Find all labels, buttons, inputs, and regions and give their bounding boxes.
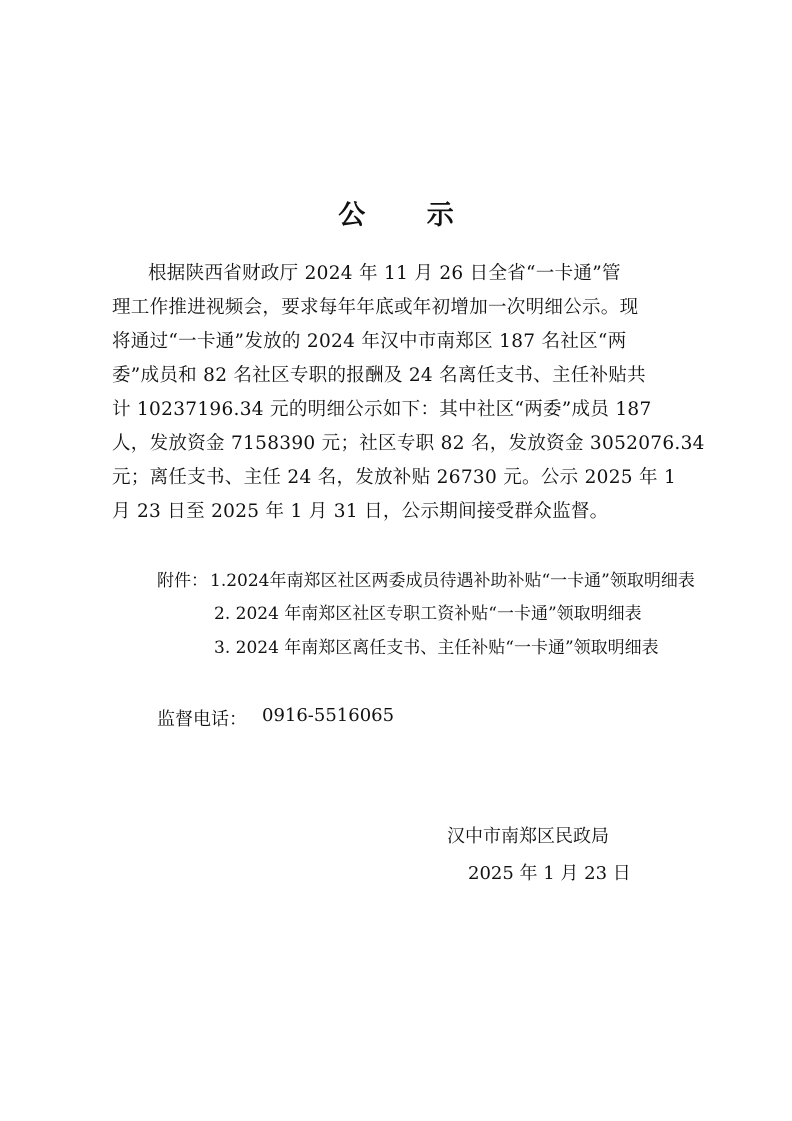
- attachment-item-3: 3. 2024 年南郑区离任支书、主任补贴“一卡通”领取明细表: [214, 638, 659, 658]
- supervision-phone: 0916-5516065: [262, 705, 395, 726]
- signature-date: 2025 年 1 月 23 日: [468, 863, 631, 884]
- body-line-2: 理工作推进视频会，要求每年年底或年初增加一次明细公示。现: [112, 297, 639, 318]
- attachments-label: 附件：: [157, 571, 208, 591]
- body-line-8: 月 23 日至 2025 年 1 月 31 日，公示期间接受群众监督。: [112, 501, 609, 522]
- body-line-1: 根据陕西省财政厅 2024 年 11 月 26 日全省“一卡通”管: [148, 263, 621, 284]
- body-line-5: 计 10237196.34 元的明细公示如下：其中社区“两委”成员 187: [112, 399, 652, 420]
- body-line-6: 人，发放资金 7158390 元；社区专职 82 名，发放资金 3052076.34: [112, 433, 705, 454]
- attachment-item-1: 1.2024年南郑区社区两委成员待遇补助补贴“一卡通”领取明细表: [210, 571, 695, 591]
- page-title: 公 示: [338, 200, 480, 231]
- attachment-item-2: 2. 2024 年南郑区社区专职工资补贴“一卡通”领取明细表: [214, 604, 642, 624]
- supervision-label: 监督电话：: [157, 709, 247, 730]
- signature-org: 汉中市南郑区民政局: [447, 826, 609, 847]
- body-line-3: 将通过“一卡通”发放的 2024 年汉中市南郑区 187 名社区“两: [112, 331, 627, 352]
- body-line-4: 委”成员和 82 名社区专职的报酬及 24 名离任支书、主任补贴共: [112, 365, 646, 386]
- body-line-7: 元；离任支书、主任 24 名，发放补贴 26730 元。公示 2025 年 1: [112, 467, 677, 488]
